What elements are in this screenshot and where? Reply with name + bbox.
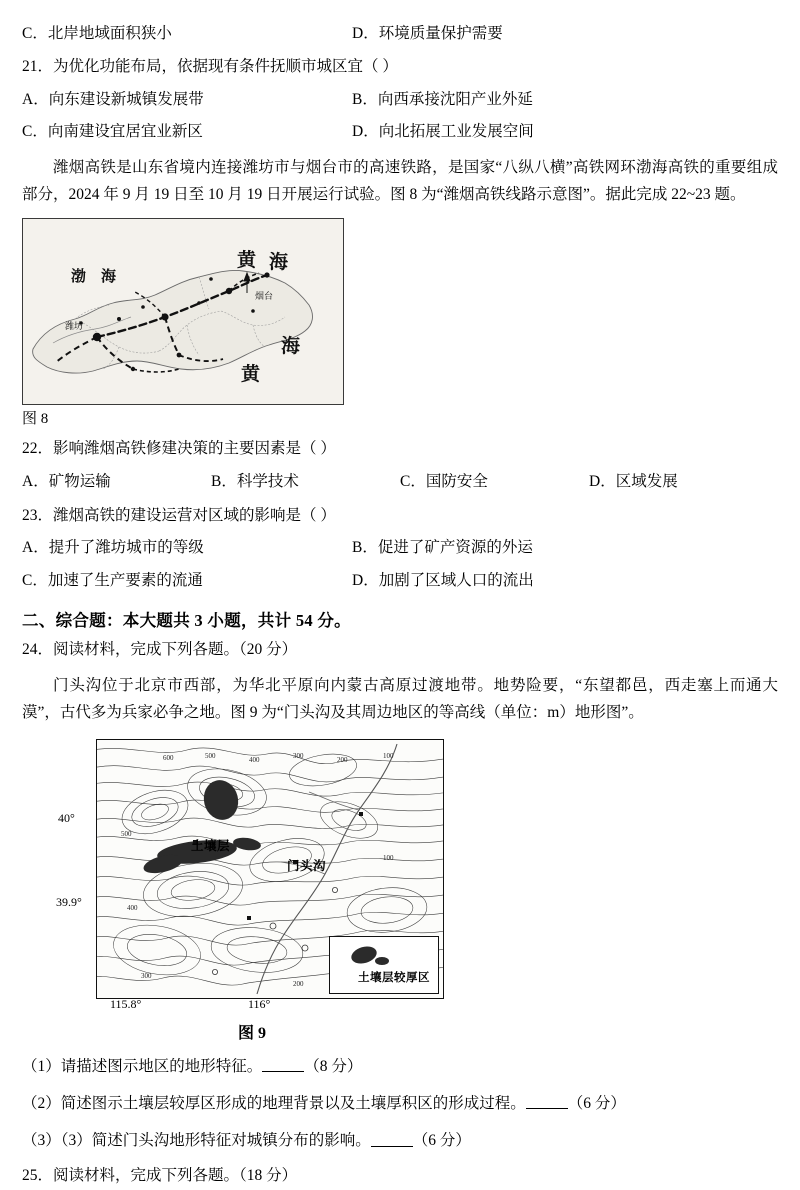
svg-text:100: 100 <box>383 853 394 862</box>
figure-9-image <box>58 739 446 1017</box>
map-label-bohai: 渤 海 <box>71 269 117 286</box>
sub-3-score: （6 分） <box>412 1132 471 1150</box>
answer-blank[interactable] <box>526 1094 568 1110</box>
option-c: C．国防安全 <box>400 472 488 490</box>
svg-text:300: 300 <box>141 971 152 980</box>
svg-text:500: 500 <box>121 829 132 838</box>
longitude-label-1158: 115.8° <box>110 996 142 1011</box>
sub-2-text: （2）简述图示土壤层较厚区形成的地理背景以及土壤厚积区的形成过程。 <box>22 1094 526 1112</box>
figure-8-map-graphic <box>23 219 343 404</box>
sub-1-score: （8 分） <box>304 1057 363 1075</box>
latitude-label-399: 39.9° <box>56 894 82 909</box>
svg-text:100: 100 <box>383 751 394 760</box>
map-label-weifang: 潍坊 <box>65 321 84 332</box>
question-20-options-tail <box>22 22 778 46</box>
option-c: C．向南建设宜居宜业新区 <box>22 122 203 140</box>
svg-text:300: 300 <box>293 751 304 760</box>
option-d: D．区域发展 <box>589 472 678 490</box>
question-23-options-row-2 <box>22 569 778 593</box>
answer-blank[interactable] <box>371 1131 413 1147</box>
question-23-stem: 23．潍烟高铁的建设运营对区域的影响是（ ） <box>22 506 336 524</box>
figure-9-map-frame <box>96 739 444 999</box>
map-label-soil-layer: 土壤层 <box>191 838 231 853</box>
figure-8-image <box>22 218 344 405</box>
question-24-sub-1 <box>22 1054 778 1080</box>
svg-text:600: 600 <box>163 753 174 762</box>
section-2-heading: 二、综合题：本大题共 3 小题，共计 54 分。 <box>22 610 351 630</box>
sub-3-text: （3）（3）简述门头沟地形特征对城镇分布的影响。 <box>22 1132 371 1150</box>
question-21-options-row-2 <box>22 120 778 144</box>
svg-text:200: 200 <box>337 755 348 764</box>
map-label-huang-2: 黄 <box>241 364 261 386</box>
latitude-label-40: 40° <box>58 810 75 825</box>
svg-text:200: 200 <box>293 979 304 988</box>
option-d: D．加剧了区域人口的流出 <box>352 571 534 589</box>
sub-2-score: （6 分） <box>567 1094 626 1112</box>
question-21-options-row-1 <box>22 88 778 112</box>
legend-label-thick-soil: 土壤层较厚区 <box>358 971 430 984</box>
answer-blank[interactable] <box>262 1056 304 1072</box>
question-23-options-row-1 <box>22 536 778 560</box>
option-a: A．矿物运输 <box>22 472 111 490</box>
option-c: C．北岸地域面积狭小 <box>22 25 172 42</box>
question-24-sub-3 <box>22 1128 778 1154</box>
page-content <box>22 22 778 1188</box>
map-label-huang-1: 黄 <box>237 250 257 272</box>
question-24-stem: 24．阅读材料，完成下列各题。（20 分） <box>22 640 298 658</box>
figure-8-caption: 图 8 <box>22 411 49 428</box>
map-label-mentougou: 门头沟 <box>287 858 327 873</box>
option-a: A．向东建设新城镇发展带 <box>22 90 204 108</box>
svg-text:500: 500 <box>205 751 216 760</box>
figure-9-caption: 图 9 <box>237 1024 266 1042</box>
svg-text:400: 400 <box>249 755 260 764</box>
option-a: A．提升了潍坊城市的等级 <box>22 539 204 557</box>
longitude-label-116: 116° <box>248 996 271 1011</box>
option-c: C．加速了生产要素的流通 <box>22 571 203 589</box>
option-b: B．科学技术 <box>211 472 299 490</box>
svg-text:400: 400 <box>127 903 138 912</box>
option-b: B．向西承接沈阳产业外延 <box>352 90 533 108</box>
question-24-passage: 门头沟位于北京市西部，为华北平原向内蒙古高原过渡地带。地势险要，“东望都邑，西走塞上而通大漠”，古代多为兵家必争之地。图 9 为“门头沟及其周边地区的等高线（单位：m）地形图”。 <box>22 677 778 722</box>
map-label-hai-1: 海 <box>269 252 289 274</box>
passage-weiyan-hsr: 潍烟高铁是山东省境内连接潍坊市与烟台市的高速铁路，是国家“八纵八横”高铁网环渤海高铁的重要组成部分，2024 年 9 月 19 日至 10 月 19 日开展运行试验。图 8 为“潍烟高铁线路示意图”。据此完成 22~23 题。 <box>22 158 778 203</box>
figure-9-legend <box>329 936 439 994</box>
option-d: D．环境质量保护需要 <box>352 25 503 42</box>
question-22-options <box>22 470 778 495</box>
question-22-stem: 22．影响潍烟高铁修建决策的主要因素是（ ） <box>22 440 336 458</box>
option-b: B．促进了矿产资源的外运 <box>352 539 533 557</box>
question-21-stem: 21．为优化功能布局，依据现有条件抚顺市城区宜（ ） <box>22 58 398 76</box>
question-25-stem: 25．阅读材料，完成下列各题。（18 分） <box>22 1166 298 1184</box>
sub-1-text: （1）请描述图示地区的地形特征。 <box>22 1057 263 1075</box>
question-24-sub-2 <box>22 1091 778 1117</box>
option-d: D．向北拓展工业发展空间 <box>352 122 534 140</box>
map-label-hai-2: 海 <box>281 336 301 358</box>
map-label-yantai: 烟台 <box>255 291 274 302</box>
